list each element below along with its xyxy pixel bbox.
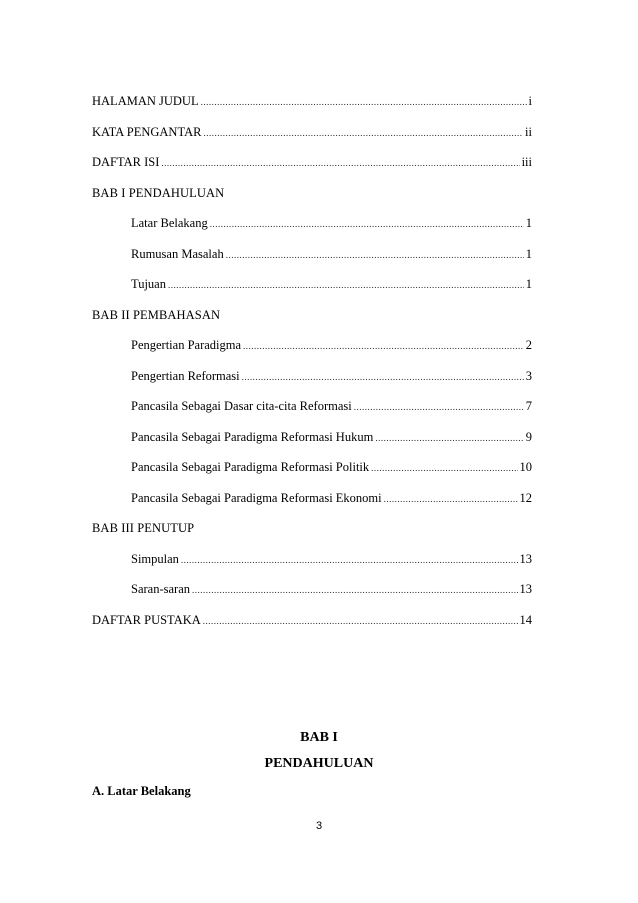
toc-entry-page: iii [521, 155, 532, 169]
toc-entry-label: Pancasila Sebagai Paradigma Reformasi Hukum [131, 429, 374, 444]
toc-leader-dots [371, 461, 517, 475]
toc-entry-label: BAB II PEMBAHASAN [92, 307, 221, 322]
toc-entry-page: 10 [519, 460, 532, 474]
toc-chapter-heading [92, 186, 532, 200]
toc-entry-label: Pancasila Sebagai Paradigma Reformasi Ekonomi [131, 490, 382, 505]
toc-entry-label: DAFTAR ISI [92, 155, 160, 169]
toc-leader-dots [384, 492, 518, 506]
toc-leader-dots [242, 370, 524, 384]
chapter-title: PENDAHULUAN [264, 756, 374, 771]
toc-leader-dots [181, 553, 518, 567]
toc-entry-page: 1 [525, 246, 532, 261]
toc-entry-page: 14 [519, 612, 532, 627]
toc-leader-dots [201, 95, 527, 109]
toc-entry [131, 247, 532, 261]
toc-entry-page: 13 [519, 582, 532, 596]
toc-entry [92, 125, 532, 139]
toc-leader-dots [168, 278, 524, 292]
toc-entry [131, 399, 532, 413]
toc-entry-label: Rumusan Masalah [131, 246, 224, 261]
toc-entry-label: Pancasila Sebagai Paradigma Reformasi Politik [131, 460, 370, 474]
toc-leader-dots [203, 614, 518, 628]
toc-entry-page: 1 [525, 216, 532, 230]
toc-entry [92, 155, 532, 169]
toc-entry [92, 94, 532, 108]
page-number: 3 [315, 820, 323, 832]
toc-entry [131, 338, 532, 352]
toc-entry-label: BAB I PENDAHULUAN [92, 185, 225, 200]
toc-entry [92, 613, 532, 627]
toc-chapter-heading [92, 521, 532, 535]
toc-leader-dots [243, 339, 524, 353]
toc-leader-dots [192, 583, 518, 597]
toc-entry-label: Pengertian Reformasi [131, 368, 240, 383]
toc-entry-label: KATA PENGANTAR [92, 124, 202, 139]
toc-entry [131, 430, 532, 444]
toc-entry [131, 582, 532, 596]
toc-entry [131, 369, 532, 383]
toc-entry-label: BAB III PENUTUP [92, 521, 195, 535]
toc-entry-label: Tujuan [131, 277, 166, 291]
toc-entry-page: 1 [525, 277, 532, 291]
toc-entry [131, 491, 532, 505]
toc-entry-label: Latar Belakang [131, 216, 208, 230]
toc-leader-dots [375, 431, 523, 445]
toc-entry-page: i [528, 94, 532, 108]
toc-entry-label: Pancasila Sebagai Dasar cita-cita Reformasi [131, 399, 352, 413]
toc-chapter-heading [92, 308, 532, 322]
toc-entry-page: ii [525, 124, 532, 139]
toc-leader-dots [354, 400, 524, 414]
toc-entry-label: Saran-saran [131, 582, 190, 596]
toc-entry-page: 3 [525, 368, 532, 383]
table-of-contents [92, 94, 532, 643]
toc-entry-page: 7 [525, 399, 532, 413]
toc-entry-label: Pengertian Paradigma [131, 338, 242, 352]
toc-entry [131, 552, 532, 566]
toc-entry-page: 13 [519, 551, 532, 566]
toc-entry-page: 9 [525, 429, 532, 444]
toc-entry-label: HALAMAN JUDUL [92, 94, 199, 108]
toc-entry-label: DAFTAR PUSTAKA [92, 612, 201, 627]
toc-entry [131, 216, 532, 230]
toc-entry-page: 12 [519, 490, 532, 505]
section-heading: A. Latar Belakang [92, 784, 191, 798]
chapter-number: BAB I [300, 730, 338, 745]
toc-entry [131, 277, 532, 291]
toc-leader-dots [210, 217, 524, 231]
toc-leader-dots [226, 248, 524, 262]
toc-entry [131, 460, 532, 474]
toc-leader-dots [203, 126, 523, 140]
toc-entry-label: Simpulan [131, 551, 179, 566]
toc-entry-page: 2 [525, 338, 532, 352]
toc-leader-dots [161, 156, 519, 170]
